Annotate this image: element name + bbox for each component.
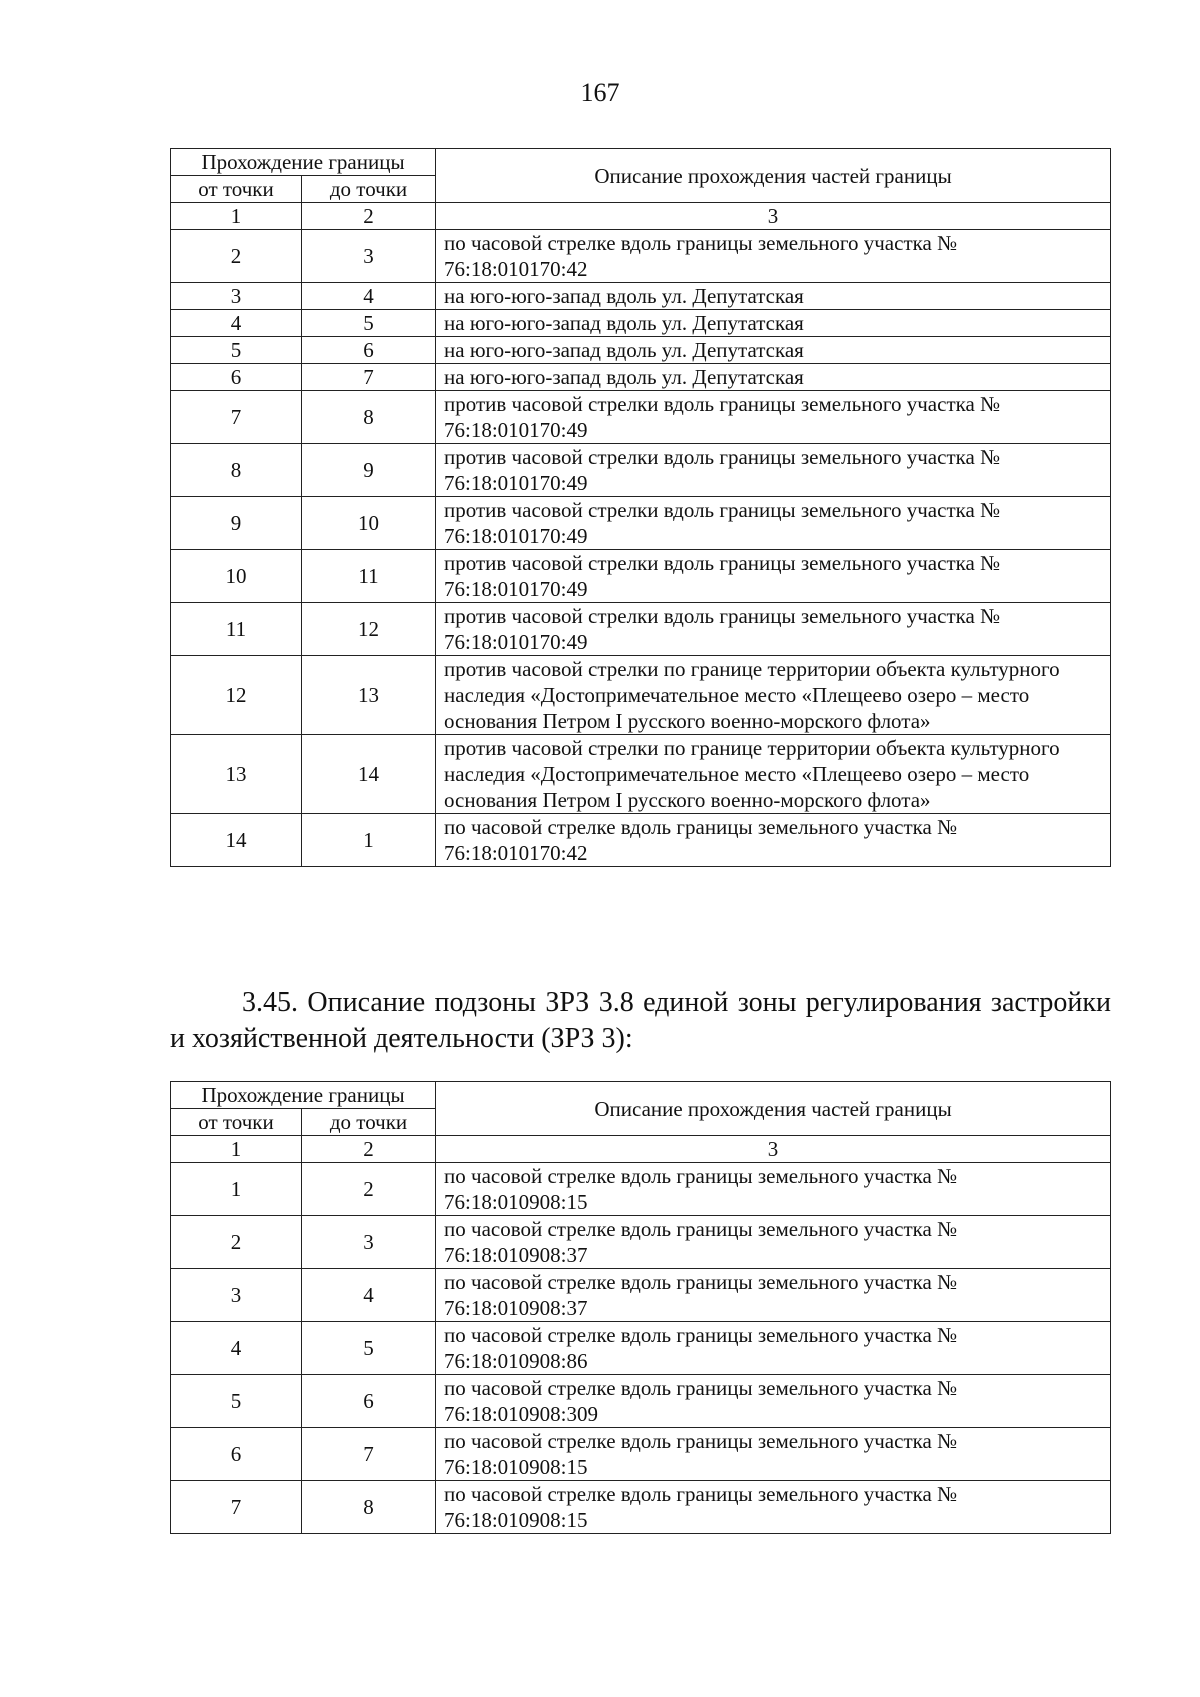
from-point-cell: 6 [171,1428,302,1481]
from-point-cell: 14 [171,814,302,867]
boundary-table-1 [170,148,1111,867]
to-point-cell: 6 [302,1375,436,1428]
header-description: Описание прохождения частей границы [436,1082,1111,1136]
to-point-cell: 6 [302,337,436,364]
from-point-cell: 4 [171,310,302,337]
table-row [171,1481,1111,1534]
column-number: 3 [436,203,1111,230]
from-point-cell: 8 [171,444,302,497]
from-point-cell: 4 [171,1322,302,1375]
table-row [171,814,1111,867]
description-cell: на юго-юго-запад вдоль ул. Депутатская [436,310,1111,337]
from-point-cell: 13 [171,735,302,814]
from-point-cell: 2 [171,230,302,283]
description-cell: на юго-юго-запад вдоль ул. Депутатская [436,337,1111,364]
table-row [171,656,1111,735]
to-point-cell: 4 [302,1269,436,1322]
table-row [171,444,1111,497]
column-number: 3 [436,1136,1111,1163]
description-cell: по часовой стрелке вдоль границы земельного участка № 76:18:010170:42 [436,814,1111,867]
table-row [171,310,1111,337]
to-point-cell: 10 [302,497,436,550]
to-point-cell: 8 [302,391,436,444]
to-point-cell: 5 [302,1322,436,1375]
description-cell: по часовой стрелке вдоль границы земельного участка № 76:18:010908:86 [436,1322,1111,1375]
table-row [171,391,1111,444]
table-row [171,1163,1111,1216]
to-point-cell: 5 [302,310,436,337]
from-point-cell: 1 [171,1163,302,1216]
description-cell: против часовой стрелки вдоль границы земельного участка № 76:18:010170:49 [436,603,1111,656]
to-point-cell: 8 [302,1481,436,1534]
table-row [171,735,1111,814]
description-cell: на юго-юго-запад вдоль ул. Депутатская [436,364,1111,391]
from-point-cell: 9 [171,497,302,550]
to-point-cell: 13 [302,656,436,735]
description-cell: против часовой стрелки по границе территории объекта культурного наследия «Достопримечательное место «Плещеево озеро – место основания Петром I русского военно-морского флота» [436,656,1111,735]
table-row [171,1322,1111,1375]
description-cell: по часовой стрелке вдоль границы земельного участка № 76:18:010908:37 [436,1216,1111,1269]
header-to-point: до точки [302,176,436,203]
description-cell: по часовой стрелке вдоль границы земельного участка № 76:18:010170:42 [436,230,1111,283]
column-number: 2 [302,203,436,230]
column-number-row [171,1136,1111,1163]
table-row [171,603,1111,656]
from-point-cell: 5 [171,337,302,364]
description-cell: на юго-юго-запад вдоль ул. Депутатская [436,283,1111,310]
header-to-point: до точки [302,1109,436,1136]
table-row [171,1269,1111,1322]
header-from-point: от точки [171,176,302,203]
description-cell: против часовой стрелки вдоль границы земельного участка № 76:18:010170:49 [436,444,1111,497]
to-point-cell: 12 [302,603,436,656]
table-row [171,550,1111,603]
description-cell: по часовой стрелке вдоль границы земельного участка № 76:18:010908:15 [436,1481,1111,1534]
to-point-cell: 4 [302,283,436,310]
description-cell: против часовой стрелки вдоль границы земельного участка № 76:18:010170:49 [436,391,1111,444]
from-point-cell: 12 [171,656,302,735]
column-number: 1 [171,203,302,230]
description-cell: против часовой стрелки вдоль границы земельного участка № 76:18:010170:49 [436,550,1111,603]
description-cell: по часовой стрелке вдоль границы земельного участка № 76:18:010908:37 [436,1269,1111,1322]
from-point-cell: 10 [171,550,302,603]
column-number: 1 [171,1136,302,1163]
to-point-cell: 2 [302,1163,436,1216]
table-row [171,1216,1111,1269]
to-point-cell: 9 [302,444,436,497]
table-row [171,364,1111,391]
from-point-cell: 3 [171,1269,302,1322]
to-point-cell: 3 [302,1216,436,1269]
table-row [171,283,1111,310]
from-point-cell: 11 [171,603,302,656]
boundary-table-2 [170,1081,1111,1534]
column-number-row [171,203,1111,230]
from-point-cell: 2 [171,1216,302,1269]
to-point-cell: 7 [302,1428,436,1481]
from-point-cell: 6 [171,364,302,391]
to-point-cell: 7 [302,364,436,391]
header-from-point: от точки [171,1109,302,1136]
description-cell: по часовой стрелке вдоль границы земельного участка № 76:18:010908:309 [436,1375,1111,1428]
description-cell: по часовой стрелке вдоль границы земельного участка № 76:18:010908:15 [436,1428,1111,1481]
description-cell: по часовой стрелке вдоль границы земельного участка № 76:18:010908:15 [436,1163,1111,1216]
table-row [171,1428,1111,1481]
description-cell: против часовой стрелки вдоль границы земельного участка № 76:18:010170:49 [436,497,1111,550]
to-point-cell: 11 [302,550,436,603]
to-point-cell: 3 [302,230,436,283]
to-point-cell: 1 [302,814,436,867]
from-point-cell: 3 [171,283,302,310]
header-boundary-passage: Прохождение границы [171,1082,436,1109]
table-row [171,337,1111,364]
header-boundary-passage: Прохождение границы [171,149,436,176]
column-number: 2 [302,1136,436,1163]
table-row [171,1375,1111,1428]
page-number: 167 [580,78,620,107]
table-row [171,230,1111,283]
table-row [171,497,1111,550]
from-point-cell: 5 [171,1375,302,1428]
from-point-cell: 7 [171,1481,302,1534]
to-point-cell: 14 [302,735,436,814]
section-heading: 3.45. Описание подзоны ЗРЗ 3.8 единой зоны регулирования застройки и хозяйственной деятельности (ЗРЗ 3): [170,987,1111,1054]
header-description: Описание прохождения частей границы [436,149,1111,203]
description-cell: против часовой стрелки по границе территории объекта культурного наследия «Достопримечательное место «Плещеево озеро – место основания Петром I русского военно-морского флота» [436,735,1111,814]
from-point-cell: 7 [171,391,302,444]
